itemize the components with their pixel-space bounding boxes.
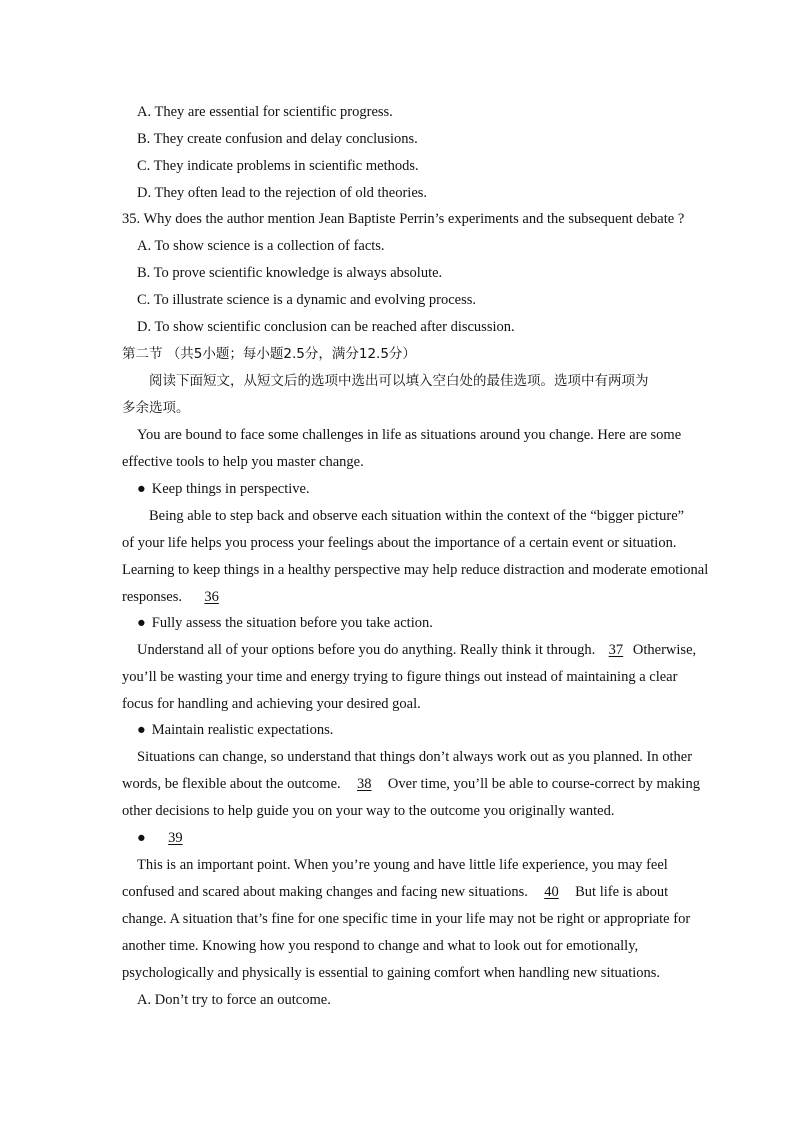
subheading-text: Maintain realistic expectations.	[151, 722, 334, 738]
paragraph-text: words, be flexible about the outcome.	[122, 776, 341, 792]
subheading-blank-39	[137, 829, 195, 847]
subheading-assess	[137, 614, 433, 632]
paragraph-1-line3: Learning to keep things in a healthy perspective may help reduce distraction and moderate emotional	[122, 562, 709, 578]
paragraph-text: responses.	[122, 589, 183, 605]
q35-option-d: D. To show scientific conclusion can be reached after discussion.	[137, 319, 515, 335]
paragraph-text: But life is about	[575, 884, 669, 900]
q34-option-c: C. They indicate problems in scientific methods.	[137, 158, 419, 174]
q34-option-b: B. They create confusion and delay conclusions.	[137, 131, 418, 147]
subheading-text: Fully assess the situation before you take action.	[151, 615, 433, 631]
blank-37[interactable]: 37	[608, 642, 624, 658]
q35-option-c: C. To illustrate science is a dynamic and evolving process.	[137, 292, 476, 308]
paragraph-2-line1	[137, 641, 696, 659]
paragraph-text: Understand all of your options before you do anything. Really think it through.	[137, 642, 596, 658]
paragraph-2-line3: focus for handling and achieving your desired goal.	[122, 696, 421, 712]
q35-option-b: B. To prove scientific knowledge is always absolute.	[137, 265, 443, 281]
paragraph-3-line2	[122, 775, 700, 793]
blank-38[interactable]: 38	[357, 776, 372, 792]
paragraph-text: Otherwise,	[632, 642, 697, 658]
blank-36[interactable]: 36	[204, 589, 219, 605]
q34-option-d: D. They often lead to the rejection of old theories.	[137, 185, 428, 201]
bullet-icon: ●	[137, 615, 146, 631]
bullet-icon: ●	[137, 830, 146, 846]
paragraph-3-line1: Situations can change, so understand that things don’t always work out as you planned. In other	[137, 749, 693, 765]
section-instruction-line2: 多余选项。	[122, 400, 190, 416]
paragraph-4-line1: This is an important point. When you’re young and have little life experience, you may feel	[137, 857, 668, 873]
subheading-perspective	[137, 480, 310, 498]
paragraph-2-line2: you’ll be wasting your time and energy trying to figure things out instead of maintaining a clear	[122, 669, 678, 685]
bullet-icon: ●	[137, 722, 146, 738]
passage-intro-line2: effective tools to help you master change.	[122, 454, 364, 470]
section-heading: 第二节 （共5小题；每小题2.5分，满分12.5分）	[122, 346, 416, 362]
q34-option-a: A. They are essential for scientific progress.	[137, 104, 393, 120]
q35-option-a: A. To show science is a collection of facts.	[137, 238, 385, 254]
paragraph-1-line4	[122, 588, 232, 606]
bullet-icon: ●	[137, 481, 146, 497]
paragraph-4-line5: psychologically and physically is essential to gaining comfort when handling new situations.	[122, 965, 661, 981]
subheading-text: Keep things in perspective.	[151, 481, 310, 497]
paragraph-4-line4: another time. Knowing how you respond to change and what to look out for emotionally,	[122, 938, 639, 954]
paragraph-1-line2: of your life helps you process your feelings about the importance of a certain event or situation.	[122, 535, 677, 551]
subheading-expectations	[137, 721, 333, 739]
paragraph-1-line1: Being able to step back and observe each situation within the context of the “bigger picture”	[149, 508, 685, 524]
passage-intro-line1: You are bound to face some challenges in life as situations around you change. Here are some	[137, 427, 682, 443]
answer-option-a: A. Don’t try to force an outcome.	[137, 992, 331, 1008]
paragraph-text: confused and scared about making changes and facing new situations.	[122, 884, 528, 900]
paragraph-4-line3: change. A situation that’s fine for one specific time in your life may not be right or appropriate for	[122, 911, 691, 927]
paragraph-3-line3: other decisions to help guide you on your way to the outcome you originally wanted.	[122, 803, 615, 819]
paragraph-text: Over time, you’ll be able to course-correct by making	[387, 776, 700, 792]
q35-stem: 35. Why does the author mention Jean Baptiste Perrin’s experiments and the subsequent debate ?	[122, 211, 685, 227]
section-instruction-line1: 阅读下面短文，从短文后的选项中选出可以填入空白处的最佳选项。选项中有两项为	[149, 373, 649, 389]
blank-40[interactable]: 40	[544, 884, 559, 900]
blank-39[interactable]: 39	[168, 830, 183, 846]
paragraph-4-line2	[122, 883, 668, 901]
